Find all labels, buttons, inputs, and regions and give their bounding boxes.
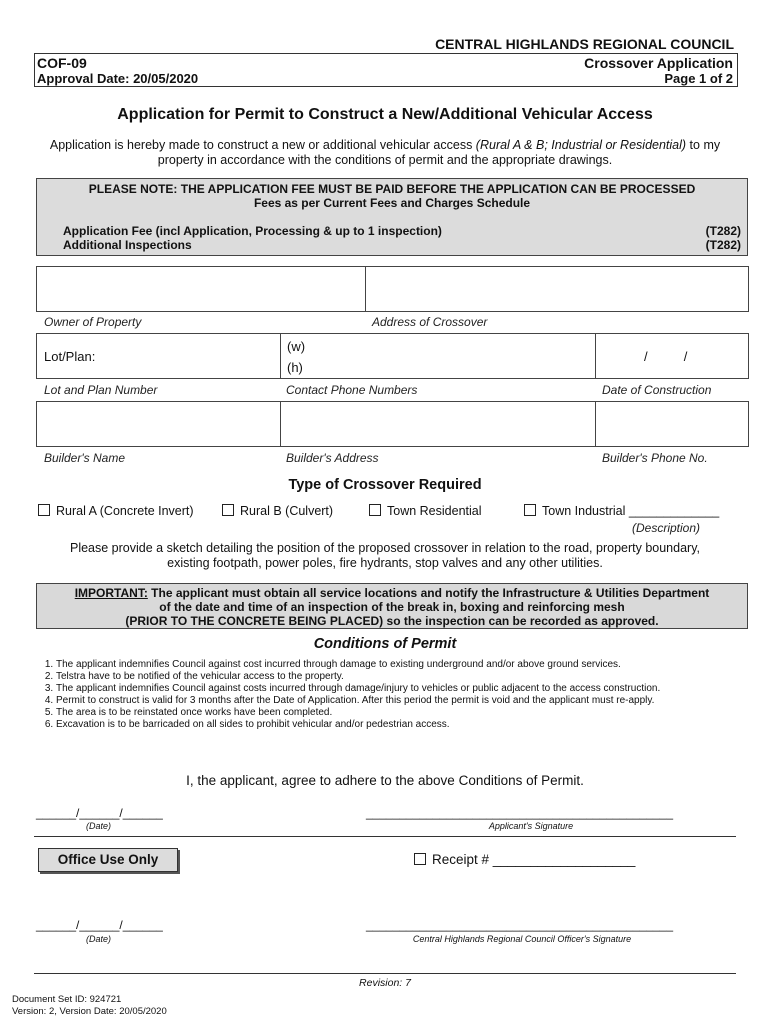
description-caption: (Description) xyxy=(632,521,701,535)
page-number: Page 1 of 2 xyxy=(664,71,733,86)
crossover-heading: Type of Crossover Required xyxy=(288,477,482,493)
council-name: CENTRAL HIGHLANDS REGIONAL COUNCIL xyxy=(435,36,734,52)
fee2-code: (T282) xyxy=(705,238,741,252)
intro-part1: Application is hereby made to construct a new or additional vehicular access xyxy=(49,138,476,152)
lotplan-field[interactable] xyxy=(36,333,281,379)
fee1-code: (T282) xyxy=(705,224,741,238)
intro-part2: (Rural A & B; Industrial or Residential) xyxy=(475,138,687,152)
important-box xyxy=(36,583,748,629)
office-use-label: Office Use Only xyxy=(38,848,178,872)
option-rural-a[interactable] xyxy=(38,504,194,518)
builder-address-caption: Builder's Address xyxy=(286,451,379,465)
condition-item: 3. The applicant indemnifies Council against costs incurred through damage/injury to vehicles or public adjacent to the access construction. xyxy=(56,683,754,695)
builder-phone-caption: Builder's Phone No. xyxy=(602,451,708,465)
date-caption: Date of Construction xyxy=(602,383,712,397)
important-label: IMPORTANT: xyxy=(74,586,148,600)
condition-item: 1. The applicant indemnifies Council against cost incurred through damage to existing underground and/or above ground services. xyxy=(56,659,754,671)
sketch-line1: Please provide a sketch detailing the position of the proposed crossover in relation to the road, property boundary, xyxy=(69,541,700,555)
phone-field[interactable] xyxy=(280,333,596,379)
officer-date-line[interactable]: ______/______/______ xyxy=(36,918,163,932)
rural-a-checkbox[interactable] xyxy=(38,504,50,516)
conditions-list xyxy=(36,659,754,731)
condition-item: 2. Telstra have to be notified of the vehicular access to the property. xyxy=(56,671,754,683)
rural-a-label: Rural A (Concrete Invert) xyxy=(56,504,194,518)
receipt-checkbox[interactable] xyxy=(414,853,426,865)
important-line1: The applicant must obtain all service locations and notify the Infrastructure & Utilities Department xyxy=(147,586,710,600)
condition-item: 6. Excavation is to be barricaded on all sides to prohibit vehicular and/or pedestrian access. xyxy=(56,719,754,731)
intro-text xyxy=(20,138,750,168)
approval-date: Approval Date: 20/05/2020 xyxy=(37,71,199,86)
header-box xyxy=(34,53,738,87)
phone-w-label: (w) xyxy=(287,339,306,354)
builder-name-field[interactable] xyxy=(36,401,281,447)
fee1-label: Application Fee (incl Application, Processing & up to 1 inspection) xyxy=(63,224,442,238)
officer-signature-line[interactable]: ______________________________________________ xyxy=(366,918,673,932)
sketch-line2: existing footpath, power poles, fire hydrants, stop valves and any other utilities. xyxy=(167,556,603,570)
town-industrial-checkbox[interactable] xyxy=(524,504,536,516)
important-line2: of the date and time of an inspection of the break in, boxing and reinforcing mesh xyxy=(159,600,625,614)
owner-caption: Owner of Property xyxy=(44,315,142,329)
address-field[interactable] xyxy=(365,266,749,312)
rural-b-checkbox[interactable] xyxy=(222,504,234,516)
date-slashes: / / xyxy=(644,349,688,364)
revision: Revision: 7 xyxy=(359,977,411,989)
builder-phone-field[interactable] xyxy=(595,401,749,447)
condition-item: 5. The area is to be reinstated once works have been completed. xyxy=(56,707,754,719)
option-rural-b[interactable] xyxy=(222,504,333,518)
lotplan-prefix: Lot/Plan: xyxy=(44,349,96,364)
option-town-residential[interactable] xyxy=(369,504,482,518)
form-name: Crossover Application xyxy=(584,55,733,71)
officer-signature-caption: Central Highlands Regional Council Officer's Signature xyxy=(412,934,632,944)
version-info: Version: 2, Version Date: 20/05/2020 xyxy=(12,1006,167,1017)
fee-box xyxy=(36,178,748,256)
town-residential-label: Town Residential xyxy=(387,504,482,518)
rural-b-label: Rural B (Culvert) xyxy=(240,504,334,518)
builder-address-field[interactable] xyxy=(280,401,596,447)
condition-item: 4. Permit to construct is valid for 3 months after the Date of Application. After this period the permit is void and the applicant must re-apply. xyxy=(56,695,754,707)
receipt-label: Receipt # ___________________ xyxy=(432,852,636,867)
applicant-signature-caption: Applicant's Signature xyxy=(488,821,574,831)
page-title: Application for Permit to Construct a New/Additional Vehicular Access xyxy=(117,106,653,123)
receipt-field[interactable] xyxy=(414,852,635,867)
address-caption: Address of Crossover xyxy=(372,315,488,329)
document-set-id: Document Set ID: 924721 xyxy=(12,994,122,1005)
conditions-heading: Conditions of Permit xyxy=(313,636,457,652)
footer-divider xyxy=(34,973,736,974)
intro-part3: to my xyxy=(686,138,721,152)
town-residential-checkbox[interactable] xyxy=(369,504,381,516)
town-industrial-label: Town Industrial _____________ xyxy=(542,504,720,518)
agreement-text: I, the applicant, agree to adhere to the above Conditions of Permit. xyxy=(186,773,584,788)
phone-caption: Contact Phone Numbers xyxy=(286,383,418,397)
applicant-date-caption: (Date) xyxy=(86,821,112,831)
phone-h-label: (h) xyxy=(287,360,303,375)
builder-name-caption: Builder's Name xyxy=(44,451,125,465)
sketch-instructions xyxy=(20,541,750,571)
option-town-industrial[interactable] xyxy=(524,504,719,518)
fee-note: PLEASE NOTE: THE APPLICATION FEE MUST BE PAID BEFORE THE APPLICATION CAN BE PROCESSED xyxy=(88,182,696,196)
fee2-label: Additional Inspections xyxy=(63,238,192,252)
divider xyxy=(34,836,736,837)
form-code: COF-09 xyxy=(37,55,87,71)
fee-schedule: Fees as per Current Fees and Charges Schedule xyxy=(253,196,531,210)
lot-caption: Lot and Plan Number xyxy=(44,383,158,397)
intro-line2: property in accordance with the conditions of permit and the appropriate drawings. xyxy=(157,153,613,167)
officer-date-caption: (Date) xyxy=(86,934,112,944)
applicant-date-line[interactable]: ______/______/______ xyxy=(36,806,163,820)
applicant-signature-line[interactable]: ______________________________________________ xyxy=(366,806,673,820)
construction-date-field[interactable] xyxy=(595,333,749,379)
important-line3: (PRIOR TO THE CONCRETE BEING PLACED) so the inspection can be recorded as approved. xyxy=(125,614,659,628)
owner-field[interactable] xyxy=(36,266,366,312)
